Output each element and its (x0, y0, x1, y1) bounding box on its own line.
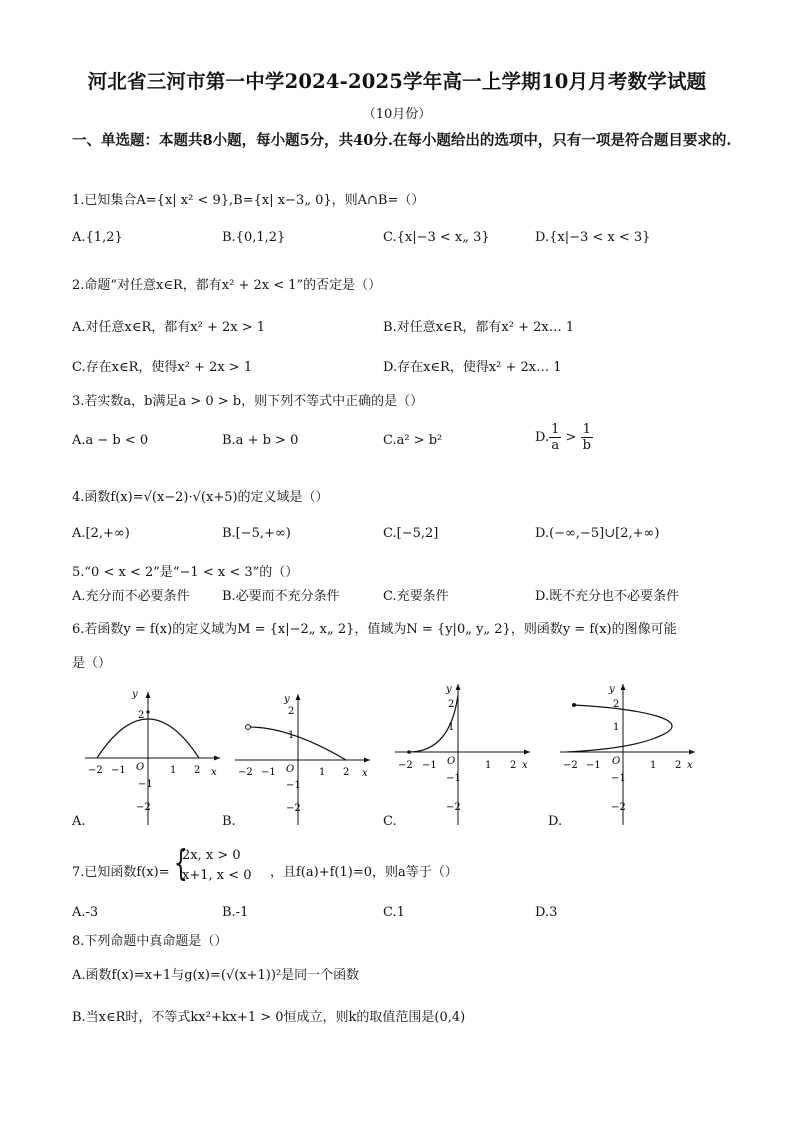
origin-label: O (447, 756, 456, 767)
tick-x-2: 2 (510, 760, 517, 771)
q4-option-b: B.[−5,+∞) (222, 526, 291, 541)
tick-y-neg2: −2 (286, 803, 301, 814)
q7-option-d: D.3 (535, 905, 558, 920)
tick-x-neg2: −2 (88, 765, 103, 776)
piecewise-brace: { (174, 843, 188, 884)
q4-option-d: D.(−∞,−5]∪[2,+∞) (535, 526, 660, 541)
tick-x-1: 1 (485, 760, 492, 771)
fraction-1-over-b (581, 422, 593, 453)
tick-y-neg2: −2 (446, 802, 461, 813)
q3-option-d-prefix: D. (535, 430, 550, 445)
vertex-point (146, 710, 149, 713)
question-6-stem: 6.若函数y = f(x)的定义域为M = {x|−2„ x„ 2}，值域为N = {y|0„ y„ 2}，则函数y = f(x)的图像可能 (72, 622, 677, 637)
axis-label-y: y (446, 684, 452, 695)
tick-y-2: 2 (138, 710, 145, 721)
origin-label: O (286, 764, 295, 775)
greater-than-sign: > (565, 430, 577, 445)
q3-option-a: A.a − b < 0 (72, 433, 149, 448)
tick-y-2: 2 (613, 699, 620, 710)
tick-x-neg1: −1 (261, 767, 276, 778)
axis-label-x: x (362, 768, 368, 779)
q5-option-a: A.充分而不必要条件 (72, 589, 190, 604)
tick-y-1: 1 (613, 722, 620, 733)
piecewise-definition (182, 846, 252, 886)
q2-option-b: B.对任意x∈R，都有x² + 2x… 1 (383, 320, 575, 335)
q1-option-d: D.{x|−3 < x < 3} (535, 230, 651, 245)
graph-c (390, 680, 540, 830)
tick-x-1: 1 (319, 767, 326, 778)
question-5-stem: 5.“0 < x < 2”是“−1 < x < 3”的（） (72, 565, 299, 580)
tick-x-neg1: −1 (586, 760, 601, 771)
tick-y-neg1: −1 (138, 779, 153, 790)
q4-option-c: C.[−5,2] (383, 526, 439, 541)
tick-y-neg2: −2 (136, 802, 151, 813)
question-6-stem-cont: 是（） (72, 656, 112, 671)
x-axis-arrow (364, 758, 370, 763)
section-heading: 一、单选题：本题共8小题，每小题5分，共40分.在每小题给出的选项中，只有一项是符合题目要求的. (72, 132, 732, 149)
y-axis-arrow (146, 692, 151, 698)
tick-x-neg1: −1 (422, 760, 437, 771)
fraction-denominator: b (582, 438, 591, 453)
q8-option-b: B.当x∈R时，不等式kx²+kx+1 > 0恒成立，则k的取值范围是(0,4) (72, 1010, 466, 1025)
endpoint (407, 750, 411, 754)
q5-option-c: C.充要条件 (383, 589, 449, 604)
axis-label-y: y (284, 694, 290, 705)
origin-label: O (136, 762, 145, 773)
tick-y-1: 1 (288, 730, 295, 741)
graph-b-svg (230, 680, 380, 830)
q2-option-a: A.对任意x∈R，都有x² + 2x > 1 (72, 320, 265, 335)
graph-label-a: A. (72, 814, 86, 829)
x-axis-arrow (689, 750, 695, 755)
graph-c-svg (390, 680, 540, 830)
tick-y-neg2: −2 (611, 802, 626, 813)
x-axis-arrow (214, 756, 220, 761)
q3-option-b: B.a + b > 0 (222, 433, 299, 448)
q5-option-b: B.必要而不充分条件 (222, 589, 340, 604)
piecewise-case-1: 2x, x > 0 (182, 848, 241, 863)
tick-y-2: 2 (288, 706, 295, 717)
tick-y-neg1: −1 (446, 773, 461, 784)
page-title: 河北省三河市第一中学2024-2025学年高一上学期10月月考数学试题 (87, 70, 707, 93)
fraction-numerator: 1 (551, 422, 560, 437)
graph-a (80, 680, 230, 830)
open-endpoint (246, 725, 251, 730)
question-1-stem: 1.已知集合A={x| x² < 9},B={x| x−3„ 0}，则A∩B=（） (72, 193, 425, 208)
q4-option-a: A.[2,+∞) (72, 526, 130, 541)
page-subtitle: （10月份） (362, 107, 432, 122)
axis-label-y: y (132, 689, 138, 700)
tick-y-2: 2 (448, 699, 455, 710)
graph-label-b: B. (222, 814, 236, 829)
q1-option-b: B.{0,1,2} (222, 230, 286, 245)
endpoint (572, 703, 576, 707)
q7-option-b: B.-1 (222, 905, 249, 920)
q8-option-a: A.函数f(x)=x+1与g(x)=(√(x+1))²是同一个函数 (72, 968, 360, 983)
tick-x-1: 1 (650, 760, 657, 771)
tick-x-2: 2 (194, 765, 201, 776)
graph-label-c: C. (383, 814, 397, 829)
question-7-stem-prefix: 7.已知函数f(x)= (72, 865, 170, 880)
axis-label-y: y (609, 684, 615, 695)
question-8-stem: 8.下列命题中真命题是（） (72, 934, 228, 949)
tick-x-1: 1 (170, 765, 177, 776)
tick-x-neg2: −2 (563, 760, 578, 771)
axis-label-x: x (211, 767, 217, 778)
axis-label-x: x (687, 760, 693, 771)
y-axis-arrow (456, 684, 461, 690)
fraction-numerator: 1 (581, 422, 593, 438)
tick-x-neg2: −2 (238, 767, 253, 778)
piecewise-case-2: x+1, x < 0 (182, 868, 252, 883)
tick-y-neg1: −1 (611, 773, 626, 784)
q2-option-d: D.存在x∈R，使得x² + 2x… 1 (383, 360, 562, 375)
relation-curve (567, 705, 672, 752)
tick-x-2: 2 (343, 767, 350, 778)
tick-x-neg1: −1 (111, 765, 126, 776)
q3-option-d (535, 422, 593, 453)
fraction-denominator: a (551, 438, 560, 453)
graph-a-svg (80, 680, 230, 830)
q1-option-a: A.{1,2} (72, 230, 123, 245)
y-axis-arrow (296, 694, 301, 700)
tick-x-neg2: −2 (398, 760, 413, 771)
q7-option-c: C.1 (383, 905, 405, 920)
graph-d (555, 680, 705, 830)
q3-option-c: C.a² > b² (383, 433, 443, 448)
tick-y-neg1: −1 (286, 780, 301, 791)
graph-label-d: D. (548, 814, 563, 829)
tick-y-1: 1 (448, 722, 455, 733)
question-7-stem-suffix: ，且f(a)+f(1)=0，则a等于（） (270, 865, 458, 880)
question-2-stem: 2.命题“对任意x∈R，都有x² + 2x < 1”的否定是（） (72, 278, 382, 293)
q7-option-a: A.-3 (72, 905, 99, 920)
question-4-stem: 4.函数f(x)=√(x−2)·√(x+5)的定义域是（） (72, 490, 329, 505)
fraction-1-over-a (549, 422, 561, 453)
origin-label: O (612, 756, 621, 767)
q5-option-d: D.既不充分也不必要条件 (535, 589, 680, 604)
question-3-stem: 3.若实数a，b满足a > 0 > b，则下列不等式中正确的是（） (72, 394, 424, 409)
y-axis-arrow (621, 684, 626, 690)
graph-b (230, 680, 380, 830)
q2-option-c: C.存在x∈R，使得x² + 2x > 1 (72, 360, 253, 375)
axis-label-x: x (522, 760, 528, 771)
q1-option-c: C.{x|−3 < x„ 3} (383, 230, 490, 245)
graph-d-svg (555, 680, 705, 830)
tick-x-2: 2 (675, 760, 682, 771)
x-axis-arrow (524, 750, 530, 755)
